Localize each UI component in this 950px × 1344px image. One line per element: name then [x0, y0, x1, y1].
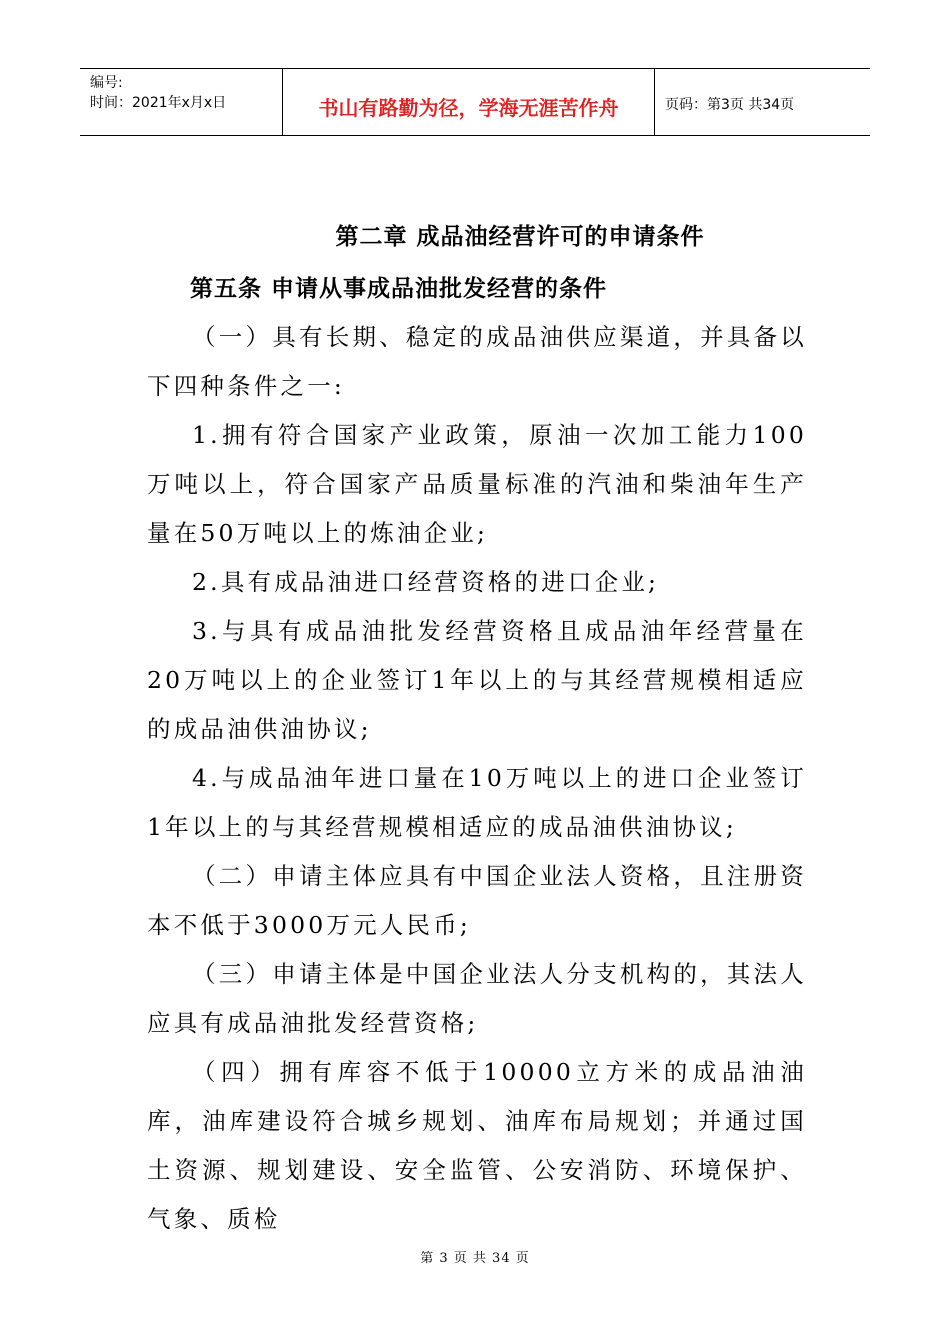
- header-motto-cell: [283, 69, 655, 135]
- motto-text: 书山有路勤为径，学海无涯苦作舟: [318, 95, 619, 120]
- page-footer: 第 3 页 共 34 页: [420, 1251, 530, 1266]
- paragraph: 3.与具有成品油批发经营资格且成品油年经营量在20万吨以上的企业签订1年以上的与其经营规模相适应的成品油供油协议;: [147, 617, 807, 743]
- paragraph: （四）拥有库容不低于10000立方米的成品油油库，油库建设符合城乡规划、油库布局规划；并通过国土资源、规划建设、安全监管、公安消防、环境保护、气象、质检: [147, 1058, 807, 1233]
- paragraph: 1.拥有符合国家产业政策，原油一次加工能力100万吨以上，符合国家产品质量标准的汽油和柴油年生产量在50万吨以上的炼油企业;: [147, 421, 807, 547]
- page-info: 页码：第3页 共34页: [665, 97, 795, 113]
- header-meta-cell: [80, 69, 283, 135]
- chapter-title: 第二章 成品油经营许可的申请条件: [335, 224, 705, 250]
- paragraph: （三）申请主体是中国企业法人分支机构的，其法人应具有成品油批发经营资格;: [147, 960, 807, 1037]
- paragraph: （一）具有长期、稳定的成品油供应渠道，并具备以下四种条件之一:: [147, 323, 807, 400]
- header-page-cell: [655, 69, 870, 135]
- article-title: 第五条 申请从事成品油批发经营的条件: [190, 276, 608, 302]
- paragraph: 4.与成品油年进口量在10万吨以上的进口企业签订1年以上的与其经营规模相适应的成品油供油协议;: [147, 764, 807, 841]
- time-label: 时间：2021年x月x日: [90, 95, 227, 111]
- body-text: [147, 313, 807, 1244]
- paragraph: （二）申请主体应具有中国企业法人资格，且注册资本不低于3000万元人民币;: [147, 862, 807, 939]
- page-header: [80, 68, 870, 136]
- code-label: 编号:: [90, 75, 123, 91]
- paragraph: 2.具有成品油进口经营资格的进口企业;: [192, 568, 660, 596]
